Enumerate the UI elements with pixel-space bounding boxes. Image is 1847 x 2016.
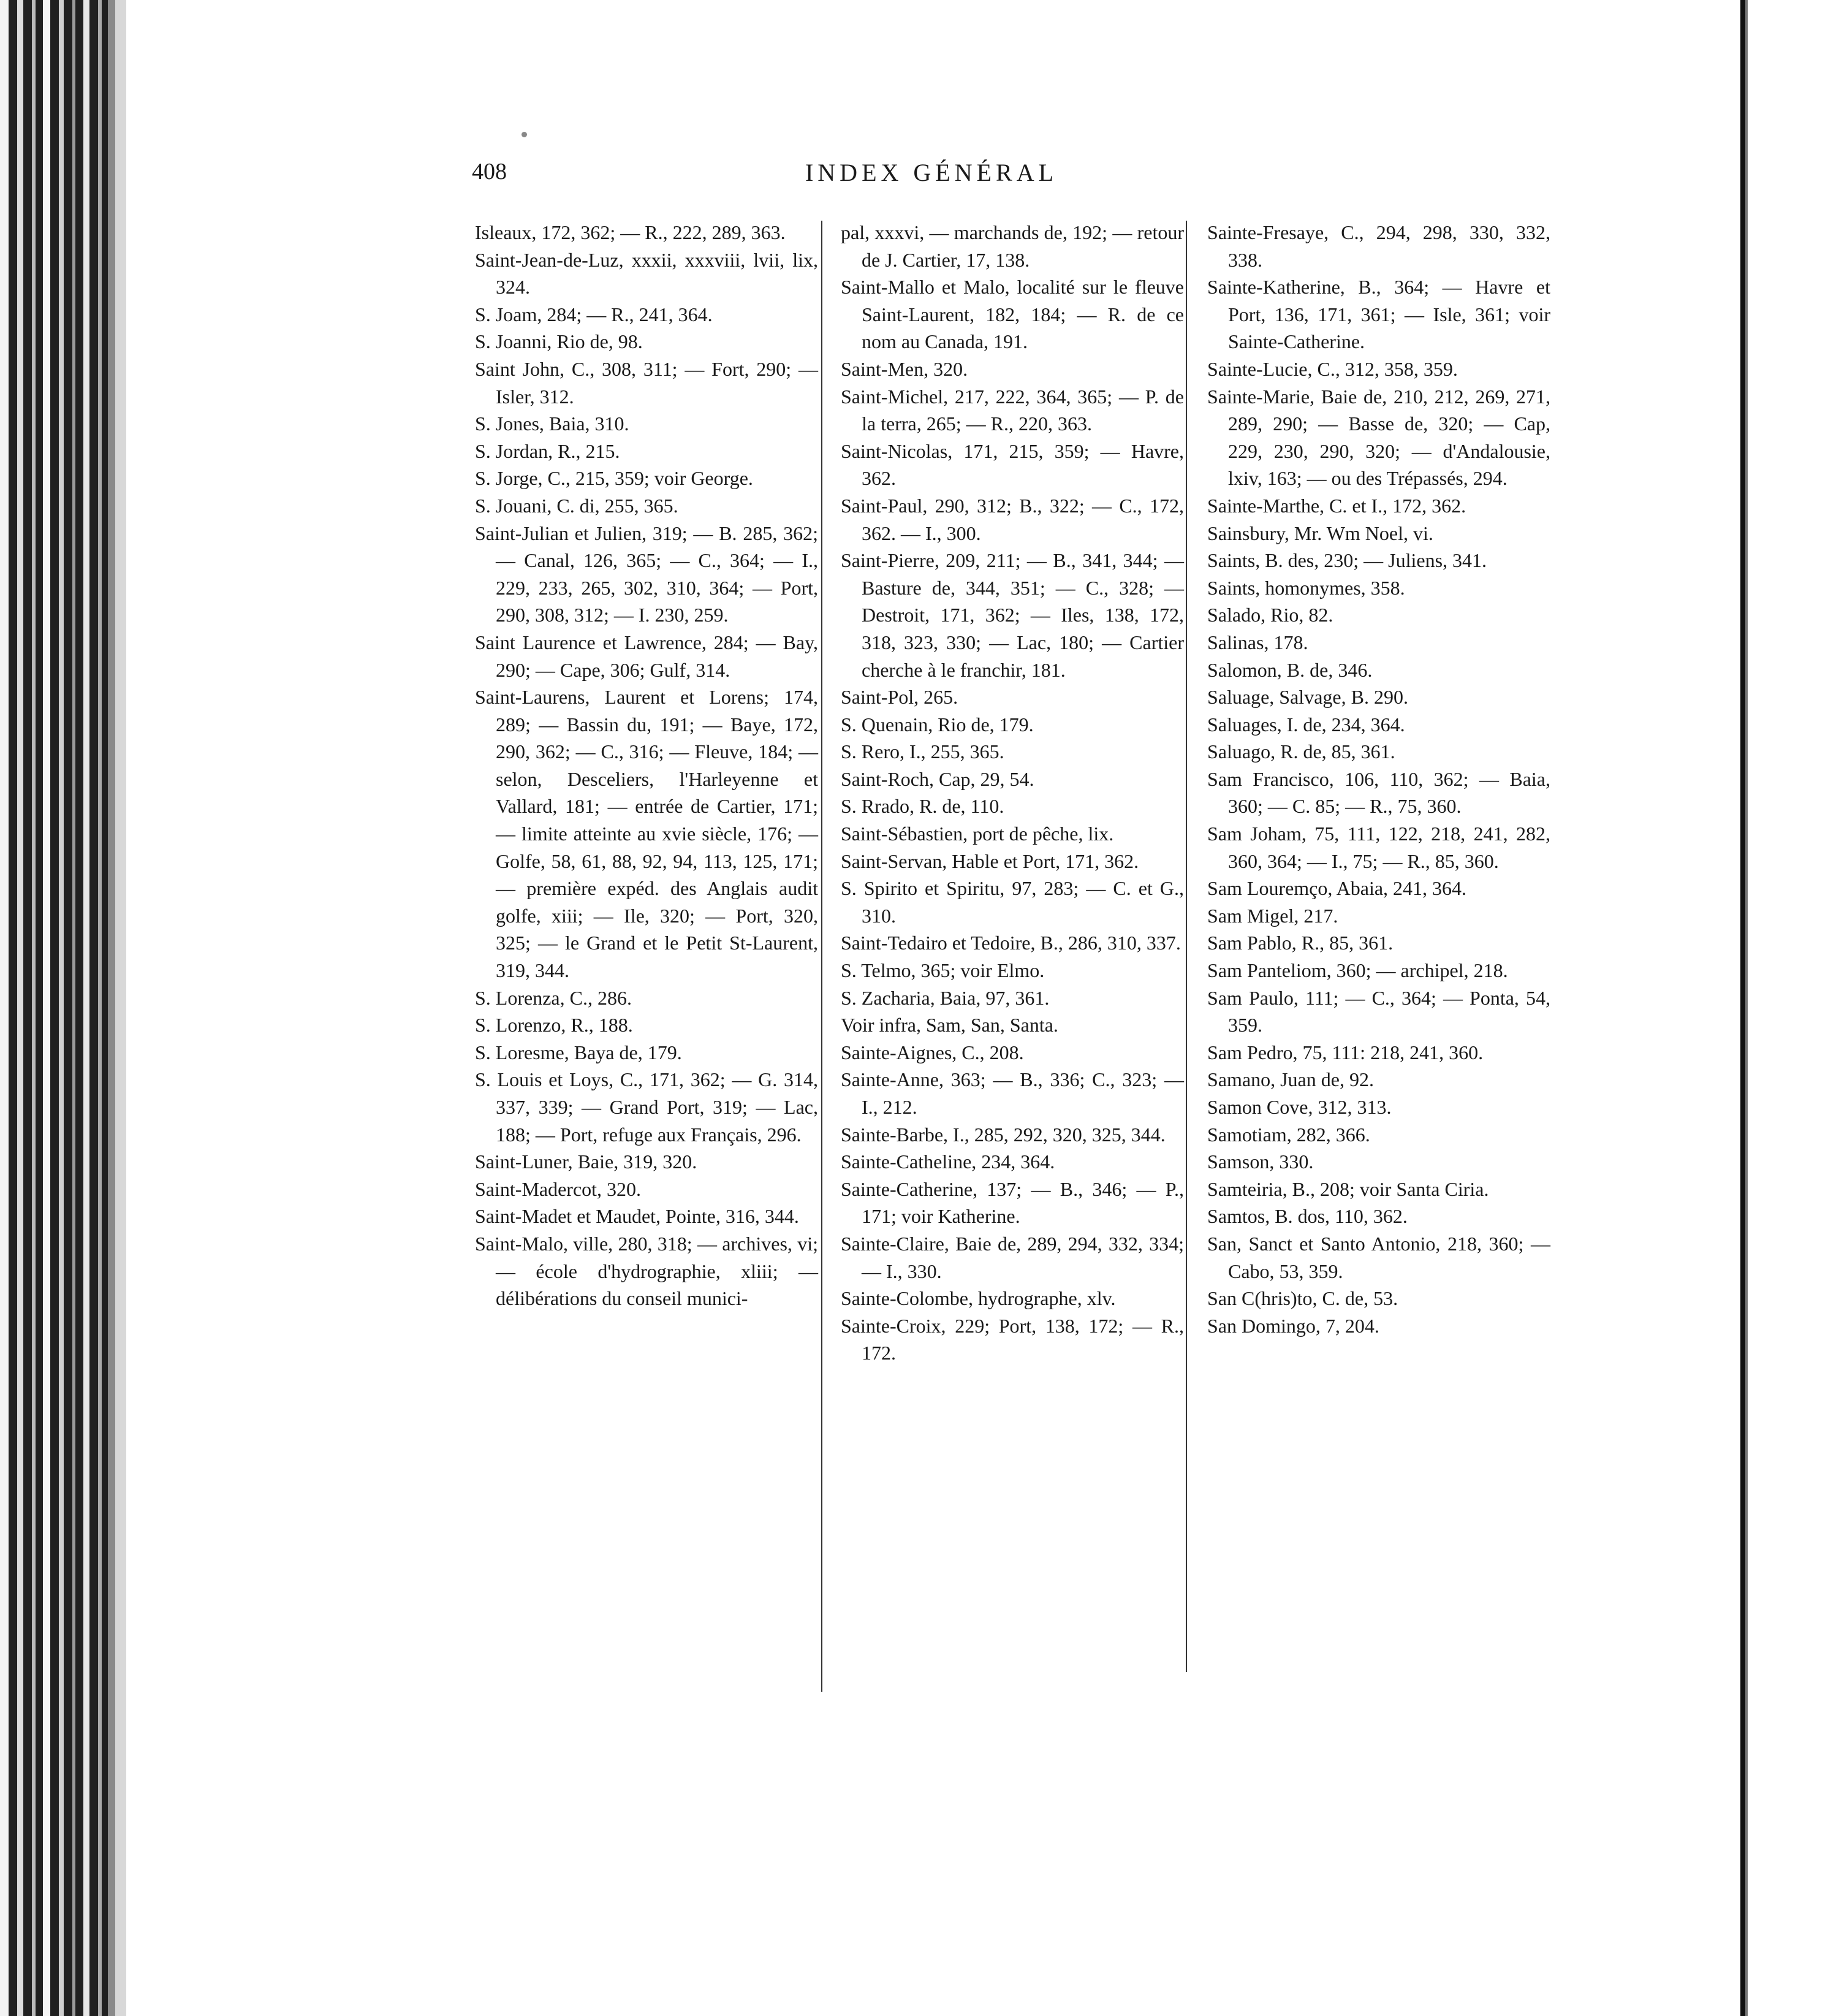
index-entry: Sam Pedro, 75, 111: 218, 241, 360. [1207,1041,1484,1063]
index-entry: Sam Joham, 75, 111, 122, 218, 241, 282, 360, 364; — I., 75; — R., 85, 360. [1207,823,1550,872]
index-entry: S. Joanni, Rio de, 98. [475,330,643,353]
index-entry: Samtos, B. dos, 110, 362. [1207,1205,1408,1228]
index-entry: Sainte-Anne, 363; — B., 336; C., 323; — I., 212. [841,1068,1184,1118]
index-entry: Samteiria, B., 208; voir Santa Ciria. [1207,1177,1489,1200]
index-entry: Saint Laurence et Lawrence, 284; — Bay, 290; — Cape, 306; Gulf, 314. [475,631,818,681]
index-entry: Saint-Madet et Maudet, Pointe, 316, 344. [475,1205,799,1228]
index-entry: Saint-Laurens, Laurent et Lorens; 174, 289; — Bassin du, 191; — Baye, 172, 290, 362; — C., 316; — Fleuve, 184; — selon, Desceliers, l'Harleyenne et Vallard, 181; — entrée de Cartier, 171; — limite atteinte au xvie siècle, 176; — Golfe, 58, 61, 88, 92, 94, 113, 125, 171; — première expéd. des Anglais audit golfe, xiii; — Ile, 320; — Port, 320, 325; — le Grand et le Petit St-Laurent, 319, 344. [475,686,818,982]
running-title: INDEX GÉNÉRAL [805,159,1058,186]
index-entry: Sainte-Colombe, hydrographe, xlv. [841,1287,1116,1310]
page-number: 408 [472,159,507,184]
index-entry: Sainte-Catheline, 234, 364. [841,1151,1055,1173]
index-entry: Isleaux, 172, 362; — R., 222, 289, 363. [475,221,786,243]
page-edge [1739,0,1847,2016]
index-entry: S. Loresme, Baya de, 179. [475,1041,682,1063]
index-entry: Sainte-Marthe, C. et I., 172, 362. [1207,494,1466,517]
index-entry: Voir infra, Sam, San, Santa. [841,1014,1058,1037]
index-entry: Salomon, B. de, 346. [1207,658,1373,681]
index-entry: Sainte-Lucie, C., 312, 358, 359. [1207,357,1458,380]
index-entry: Saint-Pierre, 209, 211; — B., 341, 344; — Basture de, 344, 351; — C., 328; — Destroit, 171, 362; — Iles, 138, 172, 318, 323, 330; — Lac, 180; — Cartier cherche à le franchir, 181. [841,549,1184,681]
index-entry: Saint-Tedairo et Tedoire, B., 286, 310, 337. [841,932,1181,954]
index-entry: Sainte-Fresaye, C., 294, 298, 330, 332, 338. [1207,221,1550,271]
index-entry: Saint-Luner, Baie, 319, 320. [475,1151,697,1173]
index-entry: Saint-Mallo et Malo, localité sur le fleuve Saint-Laurent, 182, 184; — R. de ce nom au Canada, 191. [841,276,1184,353]
index-entry: S. Joam, 284; — R., 241, 364. [475,303,713,325]
print-speck [521,132,527,137]
index-entry: Saint-Nicolas, 171, 215, 359; — Havre, 362. [841,439,1184,490]
index-entry: Sainte-Catherine, 137; — B., 346; — P., 171; voir Katherine. [841,1177,1184,1228]
index-entry: Saluage, Salvage, B. 290. [1207,686,1408,709]
book-spine [0,0,126,2016]
index-entry: S. Jorge, C., 215, 359; voir George. [475,467,753,490]
index-entry: Saints, homonymes, 358. [1207,576,1405,599]
index-column-2 [841,219,1184,1367]
index-entry: Sam Francisco, 106, 110, 362; — Baia, 360; — C. 85; — R., 75, 360. [1207,767,1550,818]
index-entry: S. Zacharia, Baia, 97, 361. [841,986,1050,1009]
index-entry: Samson, 330. [1207,1151,1314,1173]
index-entry: pal, xxxvi, — marchands de, 192; — retour de J. Cartier, 17, 138. [841,221,1184,271]
index-entry: Saluago, R. de, 85, 361. [1207,740,1395,763]
index-entry: Salado, Rio, 82. [1207,604,1333,626]
index-entry: Saint-Michel, 217, 222, 364, 365; — P. de la terra, 265; — R., 220, 363. [841,385,1184,435]
index-column-1 [475,219,818,1312]
index-entry: Sam Paulo, 111; — C., 364; — Ponta, 54, 359. [1207,986,1550,1037]
index-entry: Sainte-Croix, 229; Port, 138, 172; — R., 172. [841,1314,1184,1364]
index-entry: Saint-Sébastien, port de pêche, lix. [841,823,1114,845]
index-entry: Saint-Madercot, 320. [475,1177,642,1200]
index-entry: Saluages, I. de, 234, 364. [1207,713,1405,736]
index-entry: S. Jouani, C. di, 255, 365. [475,494,678,517]
index-entry: Saints, B. des, 230; — Juliens, 341. [1207,549,1487,572]
index-entry: Samon Cove, 312, 313. [1207,1096,1392,1118]
index-entry: Saint-Servan, Hable et Port, 171, 362. [841,850,1139,872]
index-entry: Saint-Roch, Cap, 29, 54. [841,767,1034,790]
index-entry: Saint John, C., 308, 311; — Fort, 290; — Isler, 312. [475,357,818,408]
index-entry: Sainte-Aignes, C., 208. [841,1041,1024,1063]
index-entry: S. Louis et Loys, C., 171, 362; — G. 314, 337, 339; — Grand Port, 319; — Lac, 188; — Port, refuge aux Français, 296. [475,1068,818,1146]
index-entry: S. Lorenzo, R., 188. [475,1014,633,1037]
column-divider [821,221,822,1692]
index-entry: Sainte-Marie, Baie de, 210, 212, 269, 271, 289, 290; — Basse de, 320; — Cap, 229, 230, 290, 320; — d'Andalousie, lxiv, 163; — ou des Trépassés, 294. [1207,385,1550,490]
index-entry: Saint-Malo, ville, 280, 318; — archives, vi; — école d'hydrographie, xliii; — délibérations du conseil munici- [475,1232,818,1310]
index-entry: San, Sanct et Santo Antonio, 218, 360; — Cabo, 53, 359. [1207,1232,1550,1282]
index-entry: Sam Panteliom, 360; — archipel, 218. [1207,959,1508,982]
index-entry: S. Telmo, 365; voir Elmo. [841,959,1045,982]
index-entry: S. Rrado, R. de, 110. [841,795,1004,818]
index-entry: Saint-Julian et Julien, 319; — B. 285, 362; — Canal, 126, 365; — C., 364; — I., 229, 233, 265, 302, 310, 364; — Port, 290, 308, 312; — I. 230, 259. [475,522,818,626]
index-entry: Sainte-Claire, Baie de, 289, 294, 332, 334; — I., 330. [841,1232,1184,1282]
index-entry: San C(hris)to, C. de, 53. [1207,1287,1398,1310]
index-entry: Sainte-Barbe, I., 285, 292, 320, 325, 344. [841,1123,1166,1146]
index-entry: Samano, Juan de, 92. [1207,1068,1374,1091]
column-divider [1186,221,1187,1672]
index-entry: Samotiam, 282, 366. [1207,1123,1370,1146]
index-entry: Saint-Jean-de-Luz, xxxii, xxxviii, lvii, lix, 324. [475,248,818,299]
index-entry: Sainsbury, Mr. Wm Noel, vi. [1207,522,1433,544]
page-header [472,158,1716,201]
index-entry: S. Quenain, Rio de, 179. [841,713,1034,736]
index-entry: S. Jones, Baia, 310. [475,413,629,435]
index-entry: S. Jordan, R., 215. [475,439,620,462]
index-entry: Sam Pablo, R., 85, 361. [1207,932,1394,954]
index-column-3 [1207,219,1550,1339]
index-entry: Sainte-Katherine, B., 364; — Havre et Port, 136, 171, 361; — Isle, 361; voir Sainte-Catherine. [1207,276,1550,353]
index-entry: S. Lorenza, C., 286. [475,986,632,1009]
index-entry: San Domingo, 7, 204. [1207,1314,1379,1337]
index-entry: Salinas, 178. [1207,631,1308,653]
index-entry: Saint-Paul, 290, 312; B., 322; — C., 172, 362. — I., 300. [841,494,1184,544]
index-entry: Sam Louremço, Abaia, 241, 364. [1207,877,1467,900]
index-entry: S. Spirito et Spiritu, 97, 283; — C. et G., 310. [841,877,1184,927]
index-entry: S. Rero, I., 255, 365. [841,740,1004,763]
index-entry: Sam Migel, 217. [1207,904,1338,927]
index-entry: Saint-Men, 320. [841,357,968,380]
index-entry: Saint-Pol, 265. [841,686,958,709]
